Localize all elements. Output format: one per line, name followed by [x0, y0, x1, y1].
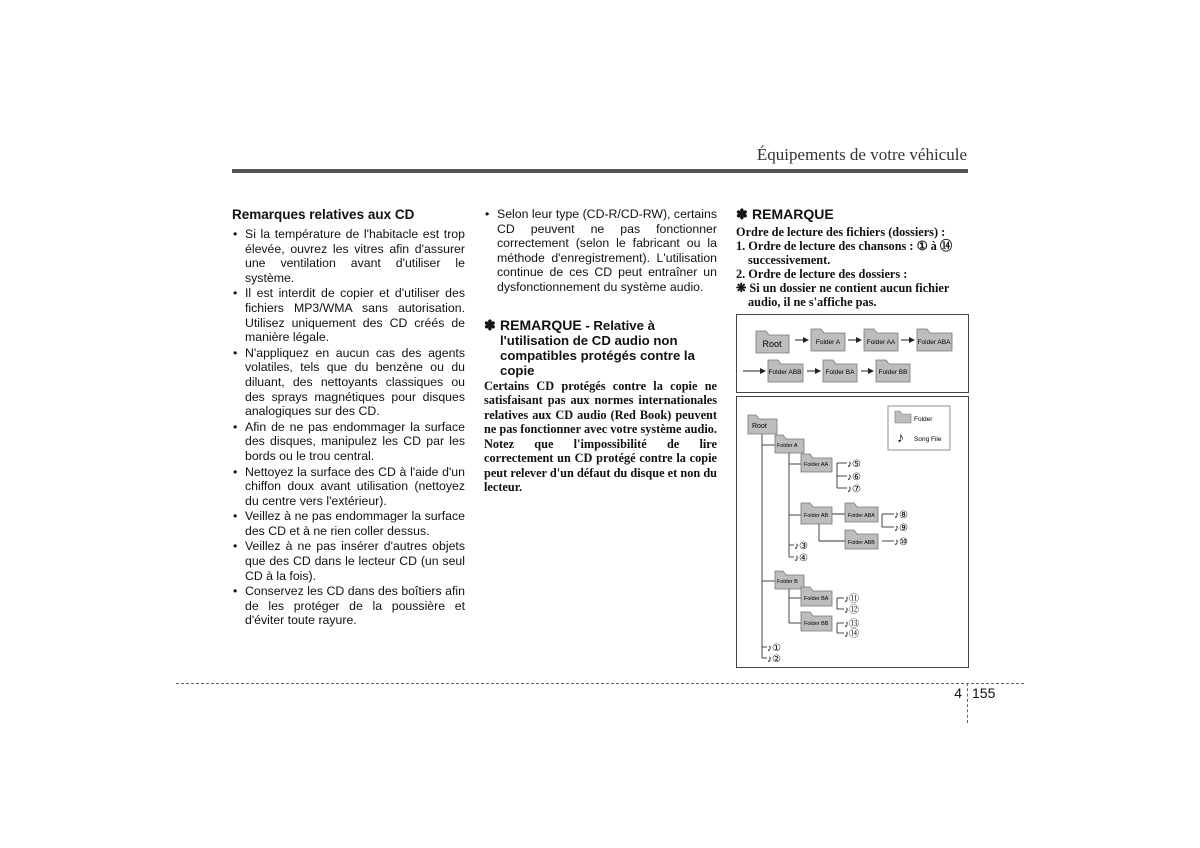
folder-icon [823, 360, 857, 382]
folder-icon [845, 530, 878, 549]
folder-label: Root [762, 339, 782, 349]
footer-rule [176, 683, 1024, 684]
playback-line: Ordre de lecture des fichiers (dossiers) : [736, 225, 946, 239]
cd-types-list [484, 207, 717, 295]
list-item: • Si la température de l'habitacle est trop élevée, ouvrez les vitres afin d'assurer une ventilation avant d'utiliser le système. [232, 227, 465, 285]
chapter-number: 4 [954, 685, 962, 701]
note-star-icon: ✽ [736, 206, 748, 222]
folder-icon [845, 503, 878, 522]
list-item: • Nettoyez la surface des CD à l'aide d'un chiffon doux avant utilisation (nettoyez du centre vers l'extérieur). [232, 465, 465, 509]
legend-song-label: Song File [914, 436, 942, 443]
column-playback-note [736, 207, 968, 309]
folder-label: Root [752, 423, 767, 430]
song-file-icon: ♪⑪ [844, 594, 859, 605]
list-item: • Il est interdit de copier et d'utiliser des fichiers MP3/WMA sans autorisation. Utilisez uniquement des CD créés de manière légale. [232, 286, 465, 344]
folder-label: Folder BB [878, 369, 908, 376]
note-heading [736, 207, 968, 222]
music-note-icon: ♪ [897, 429, 904, 445]
song-file-icon: ♪⑭ [844, 629, 859, 640]
legend-folder-label: Folder [914, 416, 933, 423]
folder-icon [801, 503, 832, 524]
folder-icon [756, 331, 789, 353]
diagram-legend [888, 406, 950, 450]
folder-label: Folder AA [804, 462, 829, 468]
song-files [767, 459, 908, 665]
folder-tree-diagram [736, 396, 969, 668]
list-item: • Conservez les CD dans des boîtiers afin de les protéger de la poussière et d'éviter toute rayure. [232, 584, 465, 628]
folder-icon [801, 587, 832, 606]
folder-icon [801, 454, 832, 472]
cd-remarks-list [232, 227, 465, 628]
header-rule [232, 169, 968, 173]
folder-label: Folder AB [804, 513, 829, 519]
page-header-title: Équipements de votre véhicule [756, 145, 967, 164]
folder-icon [801, 612, 832, 631]
folder-order-diagram [736, 314, 969, 393]
song-file-icon: ♪⑩ [894, 537, 908, 548]
playback-order-text [736, 225, 968, 309]
list-item: • Selon leur type (CD-R/CD-RW), certains CD peuvent ne pas fonctionner correctement (selon le fabricant ou la méthode d'enregistrement). L'utilisation continue de ces CD peut entraîner un dysfonctionnement du système audio. [484, 207, 717, 295]
folder-icon [864, 329, 898, 351]
note-title: REMARQUE [752, 206, 834, 222]
folder-label: Folder ABB [768, 369, 802, 376]
song-file-icon: ♪⑫ [844, 605, 859, 616]
folder-icon [876, 360, 910, 382]
song-file-icon: ♪④ [794, 553, 808, 564]
folder-label: Folder ABA [917, 339, 951, 346]
folder-icon [748, 415, 777, 434]
page-number: 155 [972, 685, 996, 701]
song-file-icon: ♪⑨ [894, 523, 908, 534]
song-file-icon: ♪⑧ [894, 510, 908, 521]
folder-label: Folder B [777, 579, 798, 585]
folder-icon [768, 360, 803, 382]
folder-label: Folder BA [825, 369, 855, 376]
note-heading [484, 318, 717, 378]
song-file-icon: ♪⑬ [844, 619, 859, 630]
playback-line: successivement. [748, 253, 831, 267]
folder-label: Folder A [777, 443, 798, 449]
folder-label: Folder AA [866, 339, 896, 346]
folder-label: Folder A [815, 339, 841, 346]
song-file-icon: ♪① [767, 643, 781, 654]
folder-icon [775, 435, 804, 453]
folder-label: Folder ABB [848, 540, 875, 546]
folder-icon [775, 571, 804, 589]
column-cd-remarks [232, 207, 465, 629]
song-file-icon: ♪③ [794, 541, 808, 552]
section-heading: Remarques relatives aux CD [232, 207, 415, 222]
column-cd-types [484, 207, 717, 495]
note-title: REMARQUE [500, 316, 582, 333]
list-item: • N'appliquez en aucun cas des agents volatiles, tels que du benzène ou du diluant, des nettoyants classiques ou des sprays magnétiques pour disques analogiques sur des CD. [232, 346, 465, 419]
playback-line: 1. Ordre de lecture des chansons : ① à ⑭ [736, 239, 953, 253]
list-item: • Veillez à ne pas endommager la surface des CD et à ne rien coller dessus. [232, 509, 465, 538]
playback-line: 2. Ordre de lecture des dossiers : [736, 267, 908, 281]
page-number-divider [967, 683, 968, 723]
note-subtitle: - Relative à l'utilisation de CD audio non compatibles protégés contre la copie [500, 317, 695, 378]
song-file-icon: ♪② [767, 654, 781, 665]
list-item: • Veillez à ne pas insérer d'autres objets que des CD dans le lecteur CD (un seul CD à la fois). [232, 539, 465, 583]
song-file-icon: ♪⑤ [847, 459, 861, 470]
list-item: • Afin de ne pas endommager la surface des disques, manipulez les CD par les bords ou le trou central. [232, 420, 465, 464]
playback-line: audio, il ne s'affiche pas. [748, 295, 877, 309]
folder-label: Folder ABA [848, 513, 875, 519]
playback-line: ❋ Si un dossier ne contient aucun fichier [736, 281, 950, 295]
folder-icon [917, 329, 952, 351]
note-body: Certains CD protégés contre la copie ne satisfaisant pas aux normes internationales relatives aux CD audio (Red Book) peuvent ne pas fonctionner avec votre système audio. Notez que l'impossibilité de lire correctement un CD protégé contre la copie peut relever d'un défaut du disque et non du lecteur. [484, 378, 717, 495]
folder-label: Folder BA [804, 596, 829, 602]
folder-label: Folder BB [804, 621, 829, 627]
folder-icon [811, 329, 845, 351]
note-star-icon: ✽ [484, 316, 496, 333]
song-file-icon: ♪⑦ [847, 484, 861, 495]
song-file-icon: ♪⑥ [847, 472, 861, 483]
